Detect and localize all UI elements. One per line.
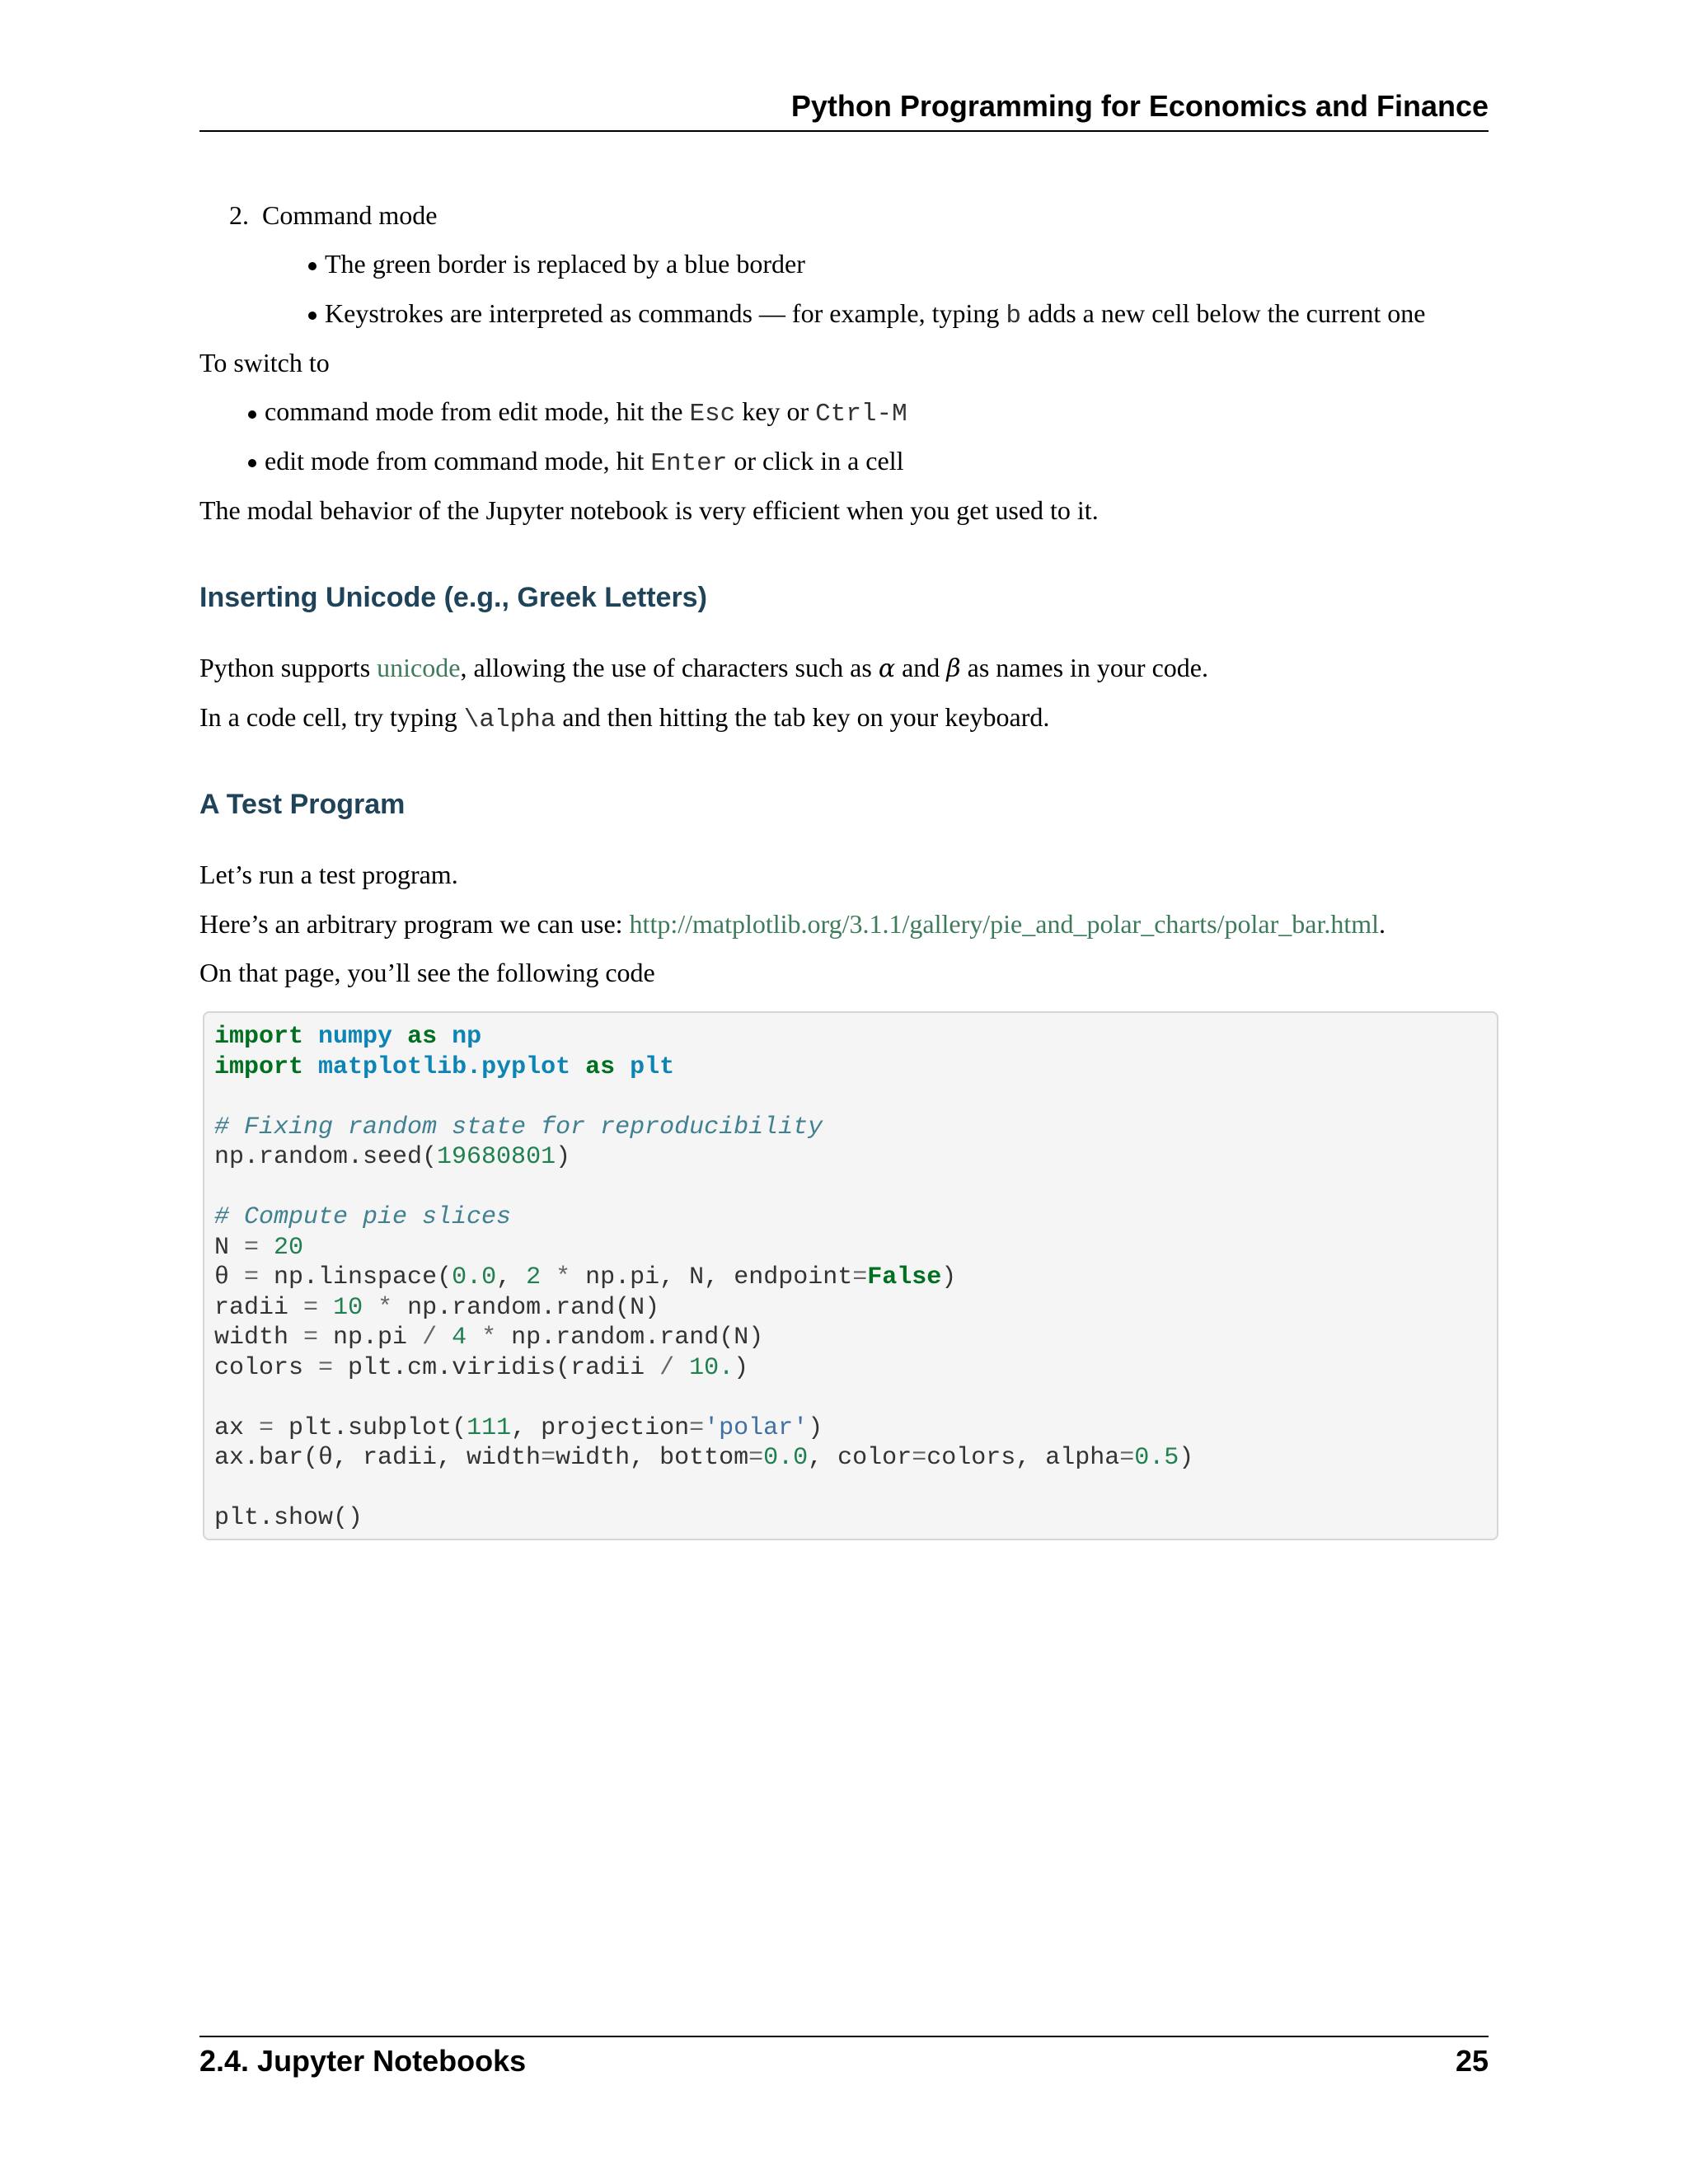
paragraph	[199, 701, 1518, 735]
beta-symbol: β	[946, 654, 961, 683]
code-line	[214, 1235, 303, 1260]
code-token: =	[244, 1234, 260, 1262]
code-token: =	[541, 1444, 556, 1472]
code-token	[259, 1234, 274, 1262]
list-item	[325, 298, 1425, 330]
code-token: np.random.rand(N)	[496, 1324, 764, 1352]
inline-code: b	[1006, 302, 1022, 330]
section-heading: Inserting Unicode (e.g., Greek Letters)	[199, 582, 707, 613]
text-span: In a code cell, try typing	[199, 702, 464, 732]
code-token: 10	[333, 1294, 363, 1322]
code-line	[214, 1055, 674, 1080]
running-header: Python Programming for Economics and Finance	[790, 89, 1489, 123]
list-item-text: command mode from edit mode, hit the	[265, 396, 690, 426]
code-token: =	[852, 1263, 868, 1291]
code-token: ax	[214, 1414, 260, 1442]
paragraph: On that page, you’ll see the following code	[199, 958, 655, 987]
code-token: ,	[496, 1263, 527, 1291]
code-line	[214, 1265, 956, 1290]
code-token: False	[867, 1263, 942, 1291]
code-token: 2	[526, 1263, 542, 1291]
header-rule	[199, 130, 1489, 132]
inline-code: Enter	[650, 449, 728, 478]
code-token: /	[659, 1354, 675, 1382]
bullet-icon	[248, 459, 256, 467]
code-token: np.pi	[318, 1324, 423, 1352]
code-token: )	[556, 1143, 571, 1171]
code-token: 0.0	[763, 1444, 809, 1472]
code-token: import	[214, 1053, 304, 1081]
code-comment: # Fixing random state for reproducibility	[214, 1113, 823, 1141]
code-token: )	[1179, 1444, 1194, 1472]
code-token: plt	[630, 1053, 675, 1081]
code-token: width, bottom	[556, 1444, 749, 1472]
code-token: *	[377, 1294, 393, 1322]
paragraph: To switch to	[199, 348, 330, 377]
list-item-text: The green border is replaced by a blue border	[325, 249, 805, 279]
code-token	[674, 1354, 689, 1382]
list-item-text: key or	[735, 396, 816, 426]
code-line	[214, 1356, 748, 1380]
inline-code: Ctrl-M	[815, 400, 907, 429]
code-token: =	[303, 1324, 319, 1352]
bullet-icon	[308, 312, 316, 320]
item-number: 2.	[229, 200, 249, 230]
code-token: =	[244, 1263, 260, 1291]
text-span: .	[1379, 909, 1386, 939]
list-item-text: edit mode from command mode, hit	[265, 446, 651, 476]
list-item	[325, 249, 805, 279]
code-token: θ	[214, 1263, 245, 1291]
text-span: and then hitting the tab key on your keyboard.	[556, 702, 1050, 732]
code-line: plt.show()	[214, 1504, 363, 1532]
list-item-text: or click in a cell	[727, 446, 904, 476]
code-token: numpy	[318, 1023, 393, 1051]
code-token: , projection	[511, 1414, 690, 1442]
code-line	[214, 1024, 481, 1049]
matplotlib-link[interactable]: http://matplotlib.org/3.1.1/gallery/pie_and_polar_charts/polar_bar.html	[629, 909, 1379, 939]
code-token: 111	[467, 1414, 512, 1442]
list-item-text: adds a new cell below the current one	[1021, 298, 1426, 328]
code-token: ax.bar(θ, radii, width	[214, 1444, 542, 1472]
code-token: )	[941, 1263, 957, 1291]
code-token: =	[1119, 1444, 1135, 1472]
code-line	[214, 1296, 659, 1320]
code-token: =	[318, 1354, 334, 1382]
code-token: colors	[214, 1354, 319, 1382]
code-token: np.pi, N, endpoint	[570, 1263, 853, 1291]
text-span: and	[895, 653, 947, 682]
paragraph: Let’s run a test program.	[199, 860, 458, 889]
alpha-symbol: α	[878, 654, 896, 683]
code-token: np.random.rand(N)	[392, 1294, 660, 1322]
paragraph	[199, 652, 1518, 684]
code-token: colors, alpha	[926, 1444, 1120, 1472]
code-token: np.linspace(	[259, 1263, 452, 1291]
item-title: Command mode	[262, 200, 438, 230]
code-token: np.random.seed(	[214, 1143, 438, 1171]
code-token	[467, 1324, 481, 1352]
footer-rule	[199, 2036, 1489, 2037]
footer-section-title: 2.4. Jupyter Notebooks	[199, 2044, 527, 2078]
code-token: )	[734, 1354, 749, 1382]
code-token: plt.subplot(	[274, 1414, 467, 1442]
text-span: Python supports	[199, 653, 377, 682]
code-line	[214, 1325, 763, 1350]
page-number: 25	[1455, 2044, 1489, 2078]
code-token	[318, 1294, 333, 1322]
code-token: N	[214, 1234, 245, 1262]
code-token	[541, 1263, 556, 1291]
code-line	[214, 1446, 1193, 1470]
code-line	[214, 1145, 570, 1169]
code-token: =	[912, 1444, 927, 1472]
code-line	[214, 1416, 823, 1441]
code-token: =	[748, 1444, 764, 1472]
code-token: )	[808, 1414, 823, 1442]
code-token: plt.cm.viridis(radii	[333, 1354, 660, 1382]
numbered-item-command-mode	[229, 200, 437, 231]
code-token: as	[407, 1023, 438, 1051]
list-item	[265, 396, 907, 429]
code-token: 20	[274, 1234, 304, 1262]
code-token: 19680801	[437, 1143, 556, 1171]
code-token: width	[214, 1324, 304, 1352]
code-token: as	[585, 1053, 616, 1081]
paragraph	[199, 908, 1518, 940]
bullet-icon	[248, 410, 256, 419]
code-token	[437, 1324, 452, 1352]
bullet-icon	[308, 262, 316, 270]
code-token: =	[303, 1294, 319, 1322]
code-token: =	[689, 1414, 705, 1442]
code-comment: # Compute pie slices	[214, 1203, 512, 1231]
section-heading: A Test Program	[199, 789, 406, 820]
list-item-text: Keystrokes are interpreted as commands — for example, typing	[325, 298, 1006, 328]
code-token: /	[422, 1324, 438, 1352]
paragraph: The modal behavior of the Jupyter notebook is very efficient when you get used to it.	[199, 495, 1099, 525]
code-token: 4	[452, 1324, 467, 1352]
code-token: radii	[214, 1294, 304, 1322]
code-token: 'polar'	[704, 1414, 809, 1442]
code-token: matplotlib.pyplot	[318, 1053, 571, 1081]
code-token: *	[556, 1263, 571, 1291]
unicode-link[interactable]: unicode	[377, 653, 461, 682]
text-span: as names in your code.	[960, 653, 1208, 682]
code-token: , color	[808, 1444, 912, 1472]
code-token	[363, 1294, 377, 1322]
code-token: 0.5	[1134, 1444, 1179, 1472]
text-span: , allowing the use of characters such as	[460, 653, 879, 682]
list-item	[265, 446, 903, 478]
code-token: 10.	[689, 1354, 734, 1382]
code-token: *	[481, 1324, 497, 1352]
code-token: np	[452, 1023, 482, 1051]
code-token: =	[259, 1414, 274, 1442]
code-block	[203, 1011, 1498, 1540]
code-token: import	[214, 1023, 304, 1051]
inline-code: \alpha	[463, 705, 556, 734]
code-token: 0.0	[452, 1263, 497, 1291]
inline-code: Esc	[689, 400, 736, 429]
text-span: Here’s an arbitrary program we can use:	[199, 909, 630, 939]
